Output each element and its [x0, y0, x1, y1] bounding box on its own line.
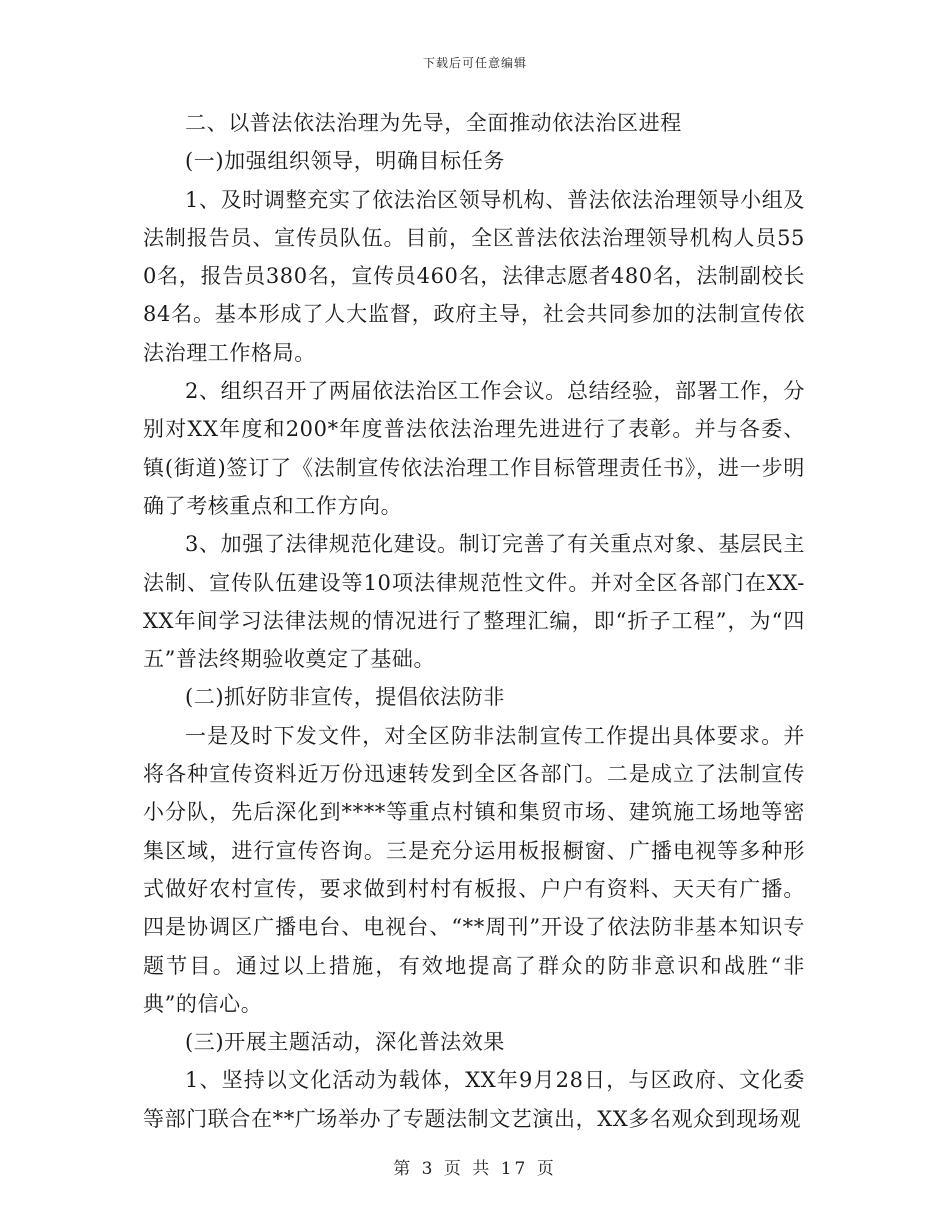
body-paragraph: 1、及时调整充实了依法治区领导机构、普法依法治理领导小组及法制报告员、宣传员队伍。目前，全区普法依法治理领导机构人员550名，报告员380名，宣传员460名，法律志愿者480名，法制副校长84名。基本形成了人大监督，政府主导，社会共同参加的法制宣传依法治理工作格局。 [143, 187, 805, 365]
body-paragraph: 3、加强了法律规范化建设。制订完善了有关重点对象、基层民主法制、宣传队伍建设等10项法律规范性文件。并对全区各部门在XX-XX年间学习法律法规的情况进行了整理汇编，即“折子工程”，为“四五”普法终期验收奠定了基础。 [143, 532, 805, 672]
subsection-heading: (二)抓好防非宣传，提倡依法防非 [185, 685, 505, 710]
section-heading: 二、以普法依法治理为先导，全面推动依法治区进程 [185, 111, 682, 135]
subsection-heading: (三)开展主题活动，深化普法效果 [185, 1030, 505, 1055]
body-paragraph: 1、坚持以文化活动为载体，XX年9月28日，与区政府、文化委等部门联合在**广场举办了专题法制文艺演出，XX多名观众到现场观 [143, 1068, 805, 1131]
page-footer: 第 3 页 共 17 页 [393, 1159, 557, 1179]
page-header: 下载后可任意编辑 [422, 56, 527, 70]
subsection-heading: (一)加强组织领导，明确目标任务 [185, 149, 505, 174]
document-body [143, 104, 805, 1138]
body-paragraph: 2、组织召开了两届依法治区工作会议。总结经验，部署工作，分别对XX年度和200*年度普法依法治理先进进行了表彰。并与各委、镇(街道)签订了《法制宣传依法治理工作目标管理责任书》，进一步明确了考核重点和工作方向。 [143, 379, 805, 518]
body-paragraph: 一是及时下发文件，对全区防非法制宣传工作提出具体要求。并将各种宣传资料近万份迅速转发到全区各部门。二是成立了法制宣传小分队，先后深化到****等重点村镇和集贸市场、建筑施工场地等密集区域，进行宣传咨询。三是充分运用板报橱窗、广播电视等多种形式做好农村宣传，要求做到村村有板报、户户有资料、天天有广播。四是协调区广播电台、电视台、“**周刊”开设了依法防非基本知识专题节目。通过以上措施，有效地提高了群众的防非意识和战胜“非典”的信心。 [143, 723, 805, 1016]
